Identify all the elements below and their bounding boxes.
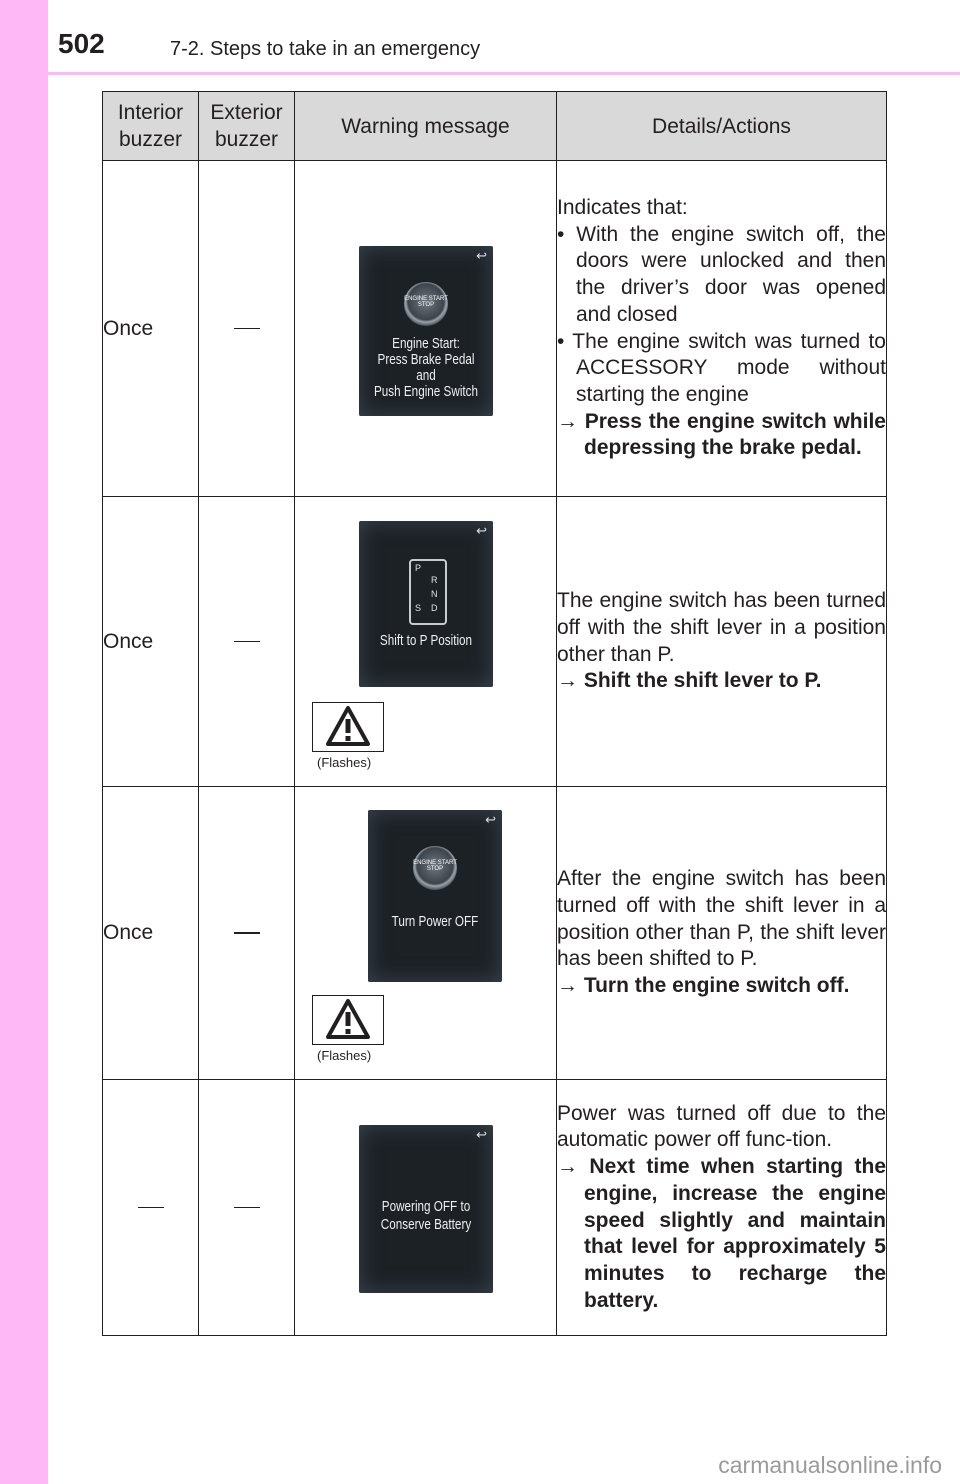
details-cell <box>557 497 887 787</box>
details-cell <box>557 161 887 497</box>
shift-gate-icon <box>409 559 447 625</box>
gear-letter: R <box>431 575 438 585</box>
screen-line: Powering OFF to <box>381 1198 471 1215</box>
back-arrow-icon: ↩ <box>485 812 496 827</box>
screen-line: Press Brake Pedal <box>377 351 475 368</box>
screen-line: Turn Power OFF <box>391 913 479 930</box>
display-screen-turn-power-off <box>368 810 502 982</box>
interior-buzzer-cell: Once <box>103 161 199 497</box>
dash-mark <box>234 1207 260 1209</box>
details-text: Power was turned off due to the automatic power off func-tion. <box>557 1101 886 1152</box>
display-screen-shift-to-p <box>359 521 493 687</box>
dash-mark <box>234 641 260 643</box>
display-screen-powering-off <box>359 1125 493 1293</box>
warning-light <box>312 995 384 1045</box>
details-action: → Turn the engine switch off. <box>557 974 850 998</box>
warning-light <box>312 702 384 752</box>
details-intro: Indicates that: <box>557 195 688 219</box>
gear-letter: D <box>431 603 438 613</box>
table-row <box>103 787 887 1080</box>
details-text: After the engine switch has been turned off with the shift lever in a position other than P, the shift lever has been shifted to P. <box>557 867 886 971</box>
warning-table <box>102 91 887 1336</box>
details-text: The engine switch has been turned off with the shift lever in a position other than P. <box>557 589 886 666</box>
exterior-buzzer-cell <box>199 497 295 787</box>
power-button-icon <box>404 282 448 326</box>
gear-letter: N <box>431 589 438 599</box>
exterior-buzzer-cell <box>199 787 295 1080</box>
back-arrow-icon: ↩ <box>476 248 487 263</box>
page-number: 502 <box>58 28 105 59</box>
display-screen-engine-start <box>359 246 493 416</box>
power-button-label: ENGINE START STOP <box>413 860 457 872</box>
dash-mark <box>234 328 260 330</box>
gear-letter: P <box>415 563 422 573</box>
power-button-label: ENGINE START STOP <box>404 296 448 308</box>
table-header-row <box>103 92 887 161</box>
screen-line: Push Engine Switch <box>373 383 479 400</box>
header-interior-buzzer: Interior buzzer <box>103 92 199 161</box>
exterior-buzzer-cell <box>199 1080 295 1336</box>
warning-triangle-icon <box>313 703 383 751</box>
warning-message-cell <box>295 497 557 787</box>
header-exterior-buzzer: Exterior buzzer <box>199 92 295 161</box>
details-action: → Shift the shift lever to P. <box>557 669 822 693</box>
dash-mark <box>234 932 260 934</box>
section-title: 7-2. Steps to take in an emergency <box>170 38 481 60</box>
gear-letter: S <box>415 603 422 613</box>
header-rule <box>48 72 960 75</box>
interior-buzzer-cell: Once <box>103 497 199 787</box>
power-button-icon <box>413 846 457 890</box>
screen-line: Shift to P Position <box>379 632 473 649</box>
flashes-label: (Flashes) <box>317 1048 372 1063</box>
header-warning-message: Warning message <box>295 92 557 161</box>
details-bullet: • With the engine switch off, the doors were unlocked and then the driver’s door was opened and closed <box>557 222 886 326</box>
back-arrow-icon: ↩ <box>476 1127 487 1142</box>
details-cell <box>557 787 887 1080</box>
details-action: → Press the engine switch while depressing the brake pedal. <box>557 409 886 460</box>
warning-message-cell <box>295 161 557 497</box>
screen-line: Engine Start: <box>392 335 460 352</box>
header-details-actions: Details/Actions <box>557 92 887 161</box>
table-row <box>103 497 887 787</box>
details-action: → Next time when starting the engine, increase the engine speed slightly and maintain that level for approximately 5 minutes to recharge the battery. <box>557 1155 886 1312</box>
warning-message-cell <box>295 1080 557 1336</box>
warning-message-cell <box>295 787 557 1080</box>
screen-line: Conserve Battery <box>380 1216 472 1233</box>
screen-line: and <box>416 367 436 384</box>
details-cell <box>557 1080 887 1336</box>
back-arrow-icon: ↩ <box>476 523 487 538</box>
details-bullet: • The engine switch was turned to ACCESSORY mode without starting the engine <box>557 329 886 406</box>
interior-buzzer-cell: Once <box>103 787 199 1080</box>
dash-mark <box>138 1207 164 1209</box>
watermark: carmanualsonline.info <box>718 1452 942 1478</box>
chapter-side-tab <box>0 0 48 1484</box>
interior-buzzer-cell <box>103 1080 199 1336</box>
exterior-buzzer-cell <box>199 161 295 497</box>
table-row <box>103 1080 887 1336</box>
flashes-label: (Flashes) <box>317 755 372 770</box>
warning-triangle-icon <box>313 996 383 1044</box>
table-row <box>103 161 887 497</box>
